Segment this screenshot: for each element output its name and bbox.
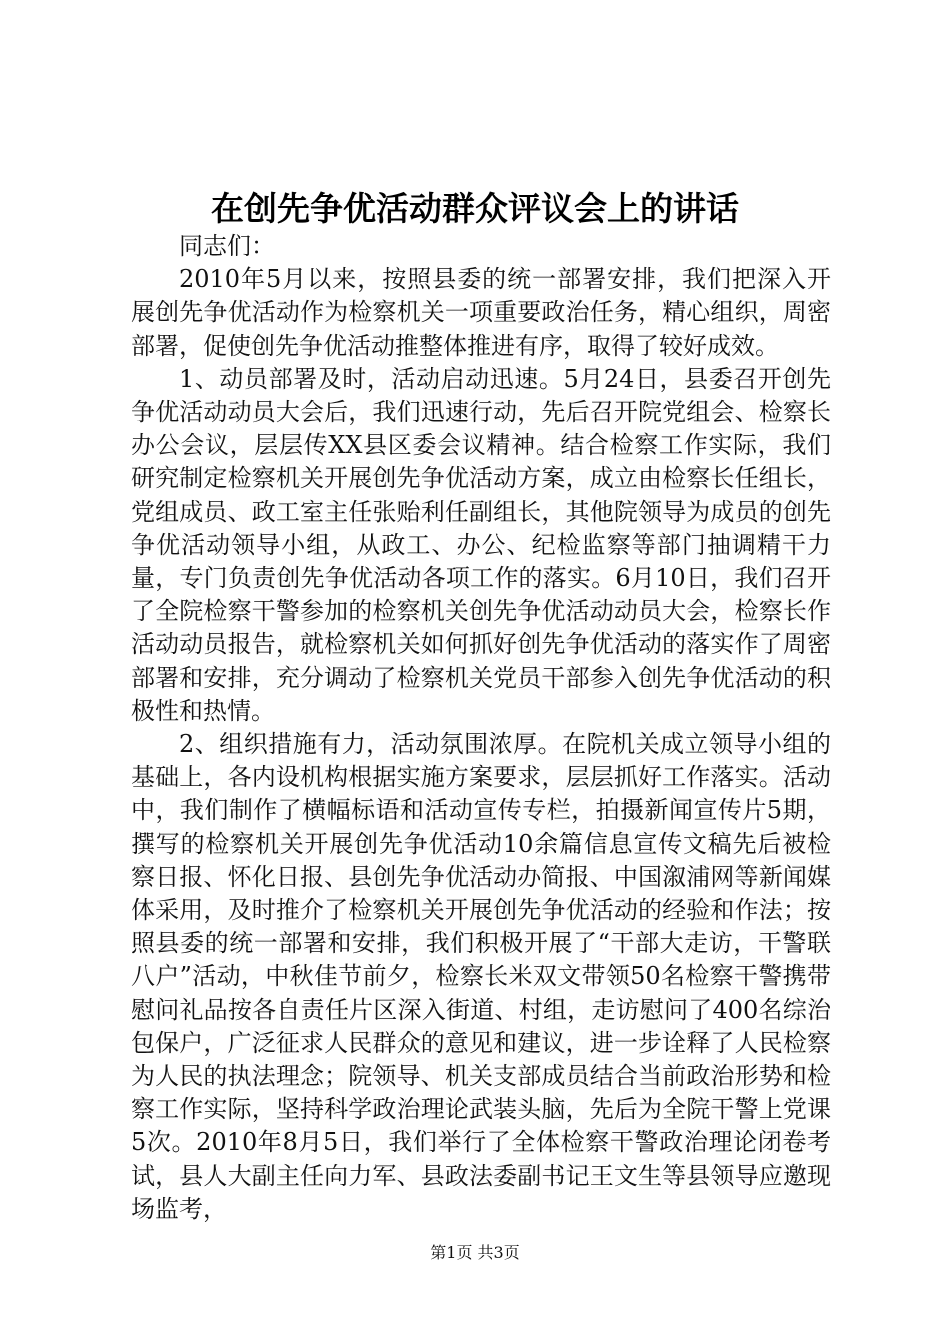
salutation: 同志们： bbox=[179, 232, 275, 260]
document-body bbox=[131, 230, 831, 1226]
document-title: 在创先争优活动群众评议会上的讲话 bbox=[211, 189, 739, 228]
body-paragraph-3: 2、组织措施有力，活动氛围浓厚。在院机关成立领导小组的基础上，各内设机构根据实施方案要求，层层抓好工作落实。活动中，我们制作了横幅标语和活动宣传专栏，拍摄新闻宣传片5期，撰写的检察机关开展创先争优活动10余篇信息宣传文稿先后被检察日报、怀化日报、县创先争优活动办简报、中国溆浦网等新闻媒体采用，及时推介了检察机关开展创先争优活动的经验和作法；按照县委的统一部署和安排，我们积极开展了“干部大走访，干警联八户”活动，中秋佳节前夕，检察长米双文带领50名检察干警携带慰问礼品按各自责任片区深入街道、村组，走访慰问了400名综治包保户，广泛征求人民群众的意见和建议，进一步诠释了人民检察为人民的执法理念；院领导、机关支部成员结合当前政治形势和检察工作实际，坚持科学政治理论武装头脑，先后为全院干警上党课5次。2010年8月5日，我们举行了全体检察干警政治理论闭卷考试，县人大副主任向力军、县政法委副书记王文生等县领导应邀现场监考， bbox=[131, 730, 831, 1223]
page-footer: 第1页 共3页 bbox=[430, 1243, 520, 1262]
body-paragraph-1: 2010年5月以来，按照县委的统一部署安排，我们把深入开展创先争优活动作为检察机关一项重要政治任务，精心组织，周密部署，促使创先争优活动推整体推进有序，取得了较好成效。 bbox=[131, 265, 831, 360]
body-paragraph-2: 1、动员部署及时，活动启动迅速。5月24日，县委召开创先争优活动动员大会后，我们迅速行动，先后召开院党组会、检察长办公会议，层层传XX县区委会议精神。结合检察工作实际，我们研究制定检察机关开展创先争优活动方案，成立由检察长任组长，党组成员、政工室主任张贻利任副组长，其他院领导为成员的创先争优活动领导小组，从政工、办公、纪检监察等部门抽调精干力量，专门负责创先争优活动各项工作的落实。6月10日，我们召开了全院检察干警参加的检察机关创先争优活动动员大会，检察长作活动动员报告，就检察机关如何抓好创先争优活动的落实作了周密部署和安排，充分调动了检察机关党员干部参入创先争优活动的积极性和热情。 bbox=[131, 364, 831, 725]
